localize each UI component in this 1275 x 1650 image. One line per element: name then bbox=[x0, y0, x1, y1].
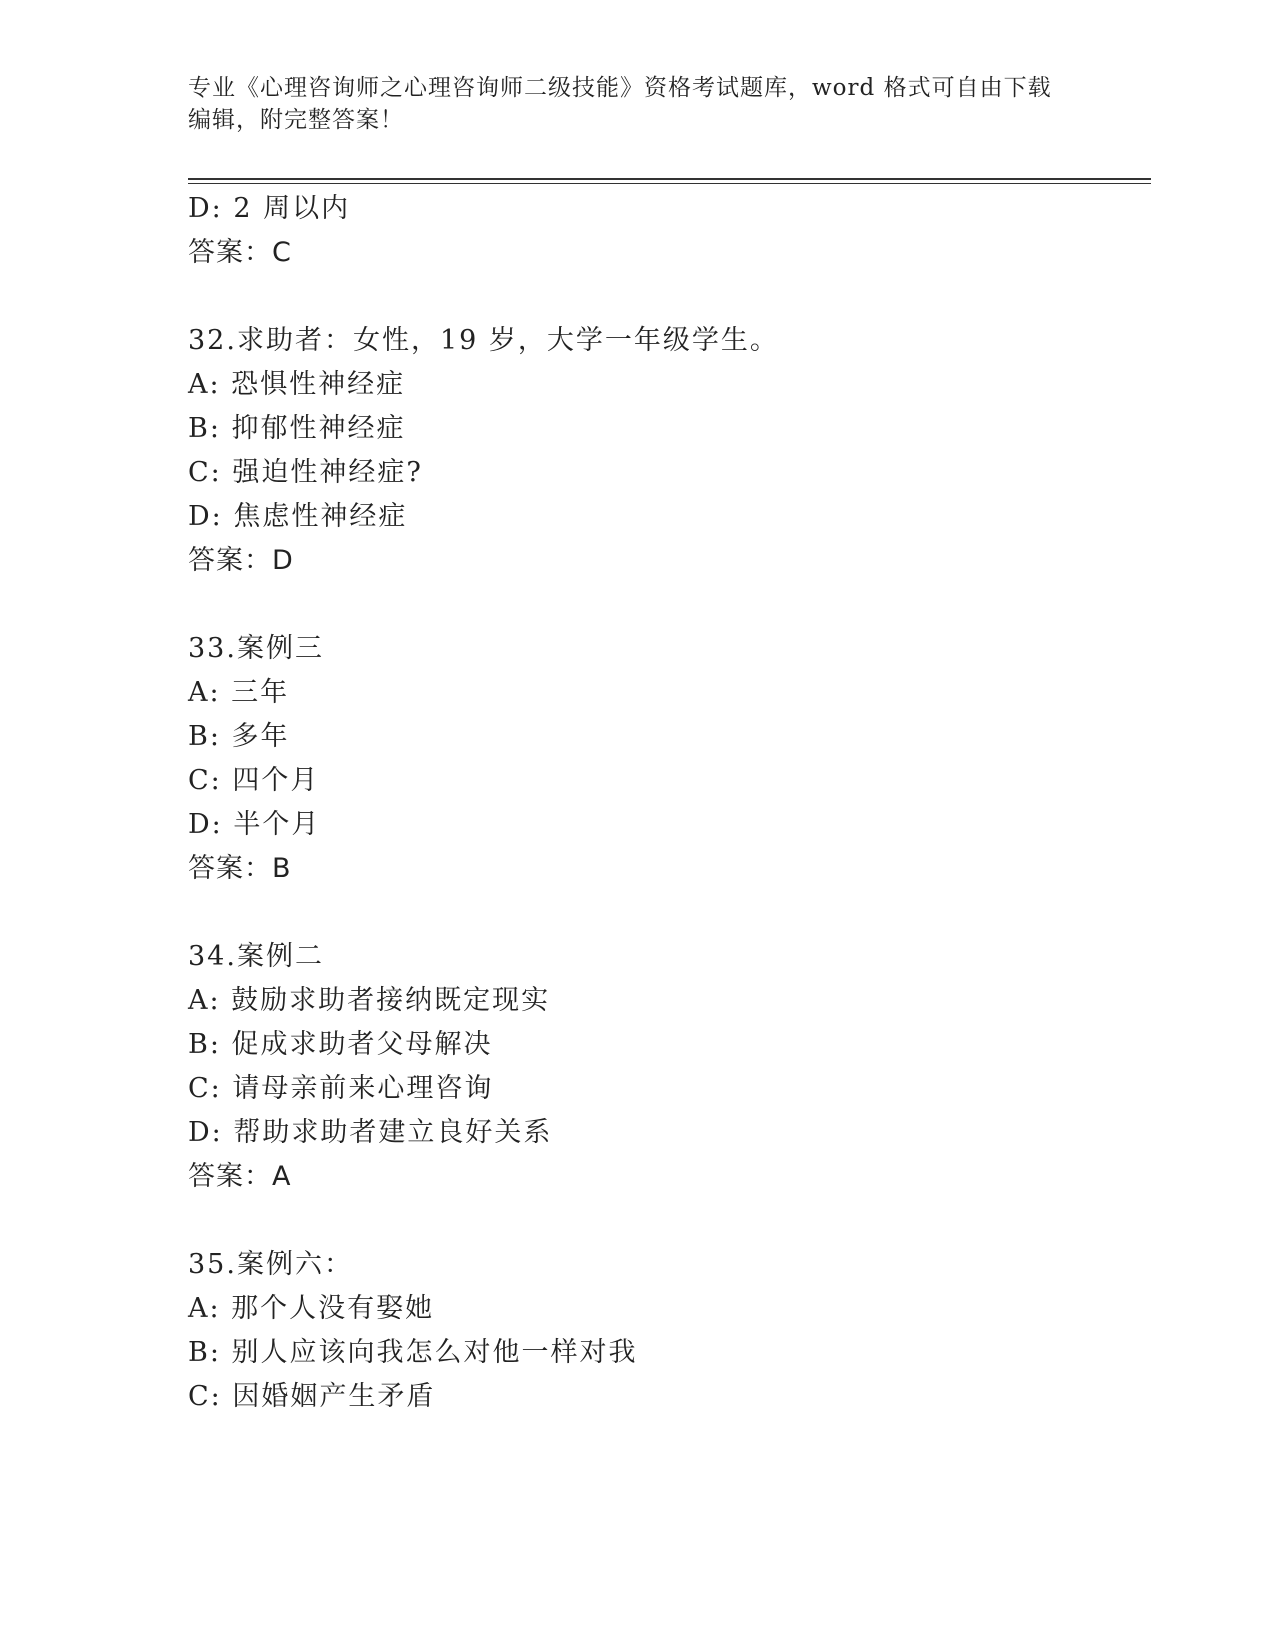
q35-option-a: A: 那个人没有娶她 bbox=[188, 1293, 435, 1324]
header-divider-thick bbox=[188, 178, 1151, 180]
header-line-2: 编辑，附完整答案！ bbox=[188, 107, 404, 133]
q34-option-d: D: 帮助求助者建立良好关系 bbox=[188, 1117, 553, 1148]
q33-option-b: B: 多年 bbox=[188, 721, 290, 752]
q33-answer: 答案：B bbox=[188, 853, 292, 884]
q32-stem: 32.求助者：女性，19 岁，大学一年级学生。 bbox=[188, 325, 779, 356]
q32-option-a: A: 恐惧性神经症 bbox=[188, 369, 406, 400]
q35-stem: 35.案例六： bbox=[188, 1249, 353, 1280]
q33-option-a: A: 三年 bbox=[188, 677, 290, 708]
q32-option-c: C: 强迫性神经症? bbox=[188, 457, 423, 488]
header-divider-thin bbox=[188, 183, 1151, 184]
q35-option-b: B: 别人应该向我怎么对他一样对我 bbox=[188, 1337, 638, 1368]
q33-stem: 33.案例三 bbox=[188, 633, 324, 664]
q35-option-c: C: 因婚姻产生矛盾 bbox=[188, 1381, 436, 1412]
header-line-1: 专业《心理咨询师之心理咨询师二级技能》资格考试题库，word 格式可自由下载 bbox=[188, 75, 1052, 101]
q32-option-b: B: 抑郁性神经症 bbox=[188, 413, 406, 444]
q34-answer: 答案：A bbox=[188, 1161, 292, 1192]
document-header bbox=[188, 72, 1088, 136]
q34-option-b: B: 促成求助者父母解决 bbox=[188, 1029, 493, 1060]
q32-answer: 答案：D bbox=[188, 545, 294, 576]
q31-answer: 答案：C bbox=[188, 237, 292, 268]
q31-option-d: D: 2 周以内 bbox=[188, 193, 351, 224]
q32-option-d: D: 焦虑性神经症 bbox=[188, 501, 408, 532]
q34-option-a: A: 鼓励求助者接纳既定现实 bbox=[188, 985, 551, 1016]
q33-option-d: D: 半个月 bbox=[188, 809, 321, 840]
q34-option-c: C: 请母亲前来心理咨询 bbox=[188, 1073, 494, 1104]
q34-stem: 34.案例二 bbox=[188, 941, 324, 972]
q33-option-c: C: 四个月 bbox=[188, 765, 320, 796]
